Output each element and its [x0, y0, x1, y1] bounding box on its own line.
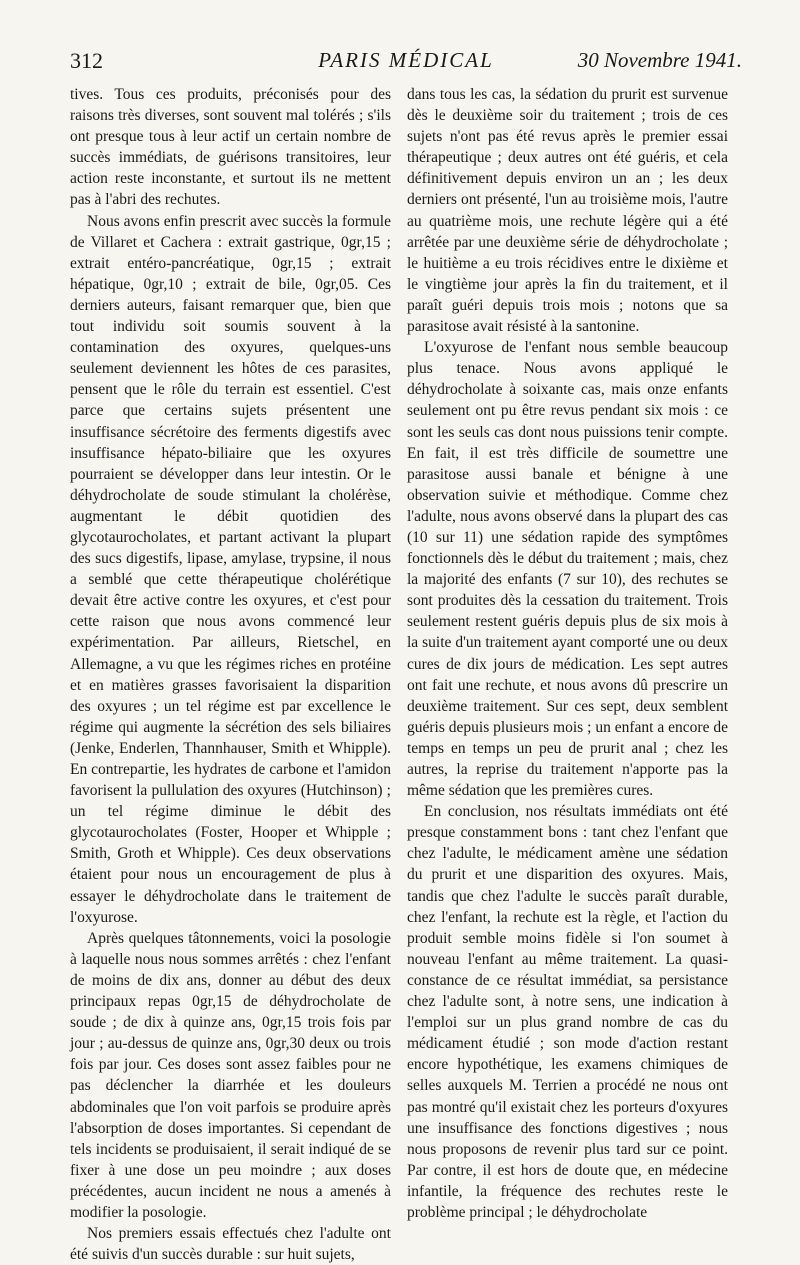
paragraph: En conclusion, nos résultats immédiats ont été presque constamment bons : tant chez l'enfant que chez l'adulte, le médicament amène une sédation du prurit et une disparition des oxyures. Mais, tandis que chez l'adulte le succès paraît durable, chez l'enfant, la rechute est la règle, et l'action du produit semble moins fidèle si l'on soumet à nouveau l'enfant au même traitement. La quasi-constance de ce résultat immédiat, sa persistance chez l'adulte sont, à notre sens, une indication à l'emploi sur un plus grand nombre de cas du médicament étudié ; son mode d'action restant encore hypothétique, les examens chimiques de selles auxquels M. Terrien a procédé ne nous ont pas montré qu'il existait chez les porteurs d'oxyures une insuffisance des fonctions digestives ; nous nous proposons de revenir plus tard sur ce point. Par contre, il est hors de doute que, en médecine infantile, la fréquence des rechutes reste le problème principal ; le déhydrocholate [407, 803, 728, 1221]
paragraph: Nos premiers essais effectués chez l'adulte ont été suivis d'un succès durable : sur huit sujets, [70, 1225, 391, 1264]
running-header [70, 48, 742, 82]
paragraph: tives. Tous ces produits, préconisés pour des raisons très diverses, sont souvent mal tolérés ; s'ils ont presque tous à leur actif un certain nombre de succès immédiats, de guérisons transitoires, leur action reste inconstante, et surtout ils ne mettent pas à l'abri des rechutes. [70, 86, 391, 209]
left-column [70, 84, 391, 1265]
paragraph: dans tous les cas, la sédation du prurit est survenue dès le deuxième soir du traitement ; trois de ces sujets n'ont pas été revus après le premier essai thérapeutique ; deux autres ont été guéris, et cela définitivement depuis environ un an ; les deux derniers ont présenté, l'un au troisième mois, l'autre au quatrième mois, une rechute légère qui a été arrêtée par une deuxième série de déhydrocholate ; le huitième a eu trois récidives entre le dixième et le vingtième jour après la fin du traitement, et il paraît guéri depuis trois mois ; notons que sa parasitose avait résisté à la santonine. [407, 86, 728, 336]
paragraph: Nous avons enfin prescrit avec succès la formule de Villaret et Cachera : extrait gastrique, 0gr,15 ; extrait entéro-pancréatique, 0gr,15 ; extrait hépatique, 0gr,10 ; extrait de bile, 0gr,05. Ces derniers auteurs, faisant remarquer que, bien que tout individu soit soumis souvent à la contamination des oxyures, quelques-uns seulement deviennent les hôtes de ces parasites, pensent que le rôle du terrain est essentiel. C'est parce que certains sujets présentent une insuffisance sécrétoire des ferments digestifs avec insuffisance hépato-biliaire que les oxyures pourraient se développer dans leur intestin. Or le déhydrocholate de soude stimulant la cholérèse, augmentant le débit quotidien des glycotaurocholates, et partant activant la plupart des sucs digestifs, lipase, amylase, trypsine, il nous a semblé que cette thérapeutique cholérétique devait être active contre les oxyures, et c'est pour cette raison que nous avons commencé leur expérimentation. Par ailleurs, Rietschel, en Allemagne, a vu que les régimes riches en protéine et en matières grasses favorisaient la disparition des oxyures ; un tel régime est par excellence le régime qui augmente la sécrétion des sels biliaires (Jenke, Enderlen, Thannhauser, Smith et Whipple). En contrepartie, les hydrates de carbone et l'amidon favorisent la pullulation des oxyures (Hutchinson) ; un tel régime diminue le débit des glycotaurocholates (Foster, Hooper et Whipple ; Smith, Groth et Whipple). Ces deux observations étaient pour nous un encouragement de plus à essayer le déhydrocholate dans le traitement de l'oxyurose. [70, 212, 391, 926]
issue-date: 30 Novembre 1941. [577, 48, 742, 72]
page-number: 312 [70, 48, 103, 73]
journal-title: PARIS MÉDICAL [318, 48, 494, 72]
paragraph: L'oxyurose de l'enfant nous semble beaucoup plus tenace. Nous avons appliqué le déhydrocholate à soixante cas, mais onze enfants seulement ont pu être revus pendant six mois : ce sont les seuls cas dont nous puissions tenir compte. En fait, il est très difficile de soumettre une parasitose aussi banale et bénigne à une observation suivie et méthodique. Comme chez l'adulte, nous avons observé dans la plupart des cas (10 sur 11) une sédation rapide des symptômes fonctionnels dès le début du traitement ; mais, chez la majorité des enfants (7 sur 10), des rechutes se sont produites dès la cessation du traitement. Trois seulement restent guéris depuis plus de six mois à la suite d'un traitement ayant comporté une ou deux cures de dix jours de médication. Les sept autres ont fait une rechute, et nous avons dû prescrire un deuxième traitement. Sur ces sept, deux semblent guéris depuis plusieurs mois ; un enfant a encore de temps en temps un peu de prurit anal ; chez les autres, la reprise du traitement n'apporte pas la même sédation que les premières cures. [407, 339, 728, 800]
paragraph: Après quelques tâtonnements, voici la posologie à laquelle nous nous sommes arrêtés : chez l'enfant de moins de dix ans, donner au début des deux principaux repas 0gr,15 de déhydrocholate de soude ; de dix à quinze ans, 0gr,15 trois fois par jour ; au-dessus de quinze ans, 0gr,30 deux ou trois fois par jour. Ces doses sont assez faibles pour ne pas déclencher la diarrhée et les douleurs abdominales que l'on voit parfois se produire après l'absorption de doses importantes. Si cependant de tels incidents se produisaient, il serait indiqué de se fixer à une dose un peu moindre ; aux doses précédentes, aucun incident ne nous a amenés à modifier la posologie. [70, 929, 391, 1221]
right-column [407, 84, 728, 1223]
